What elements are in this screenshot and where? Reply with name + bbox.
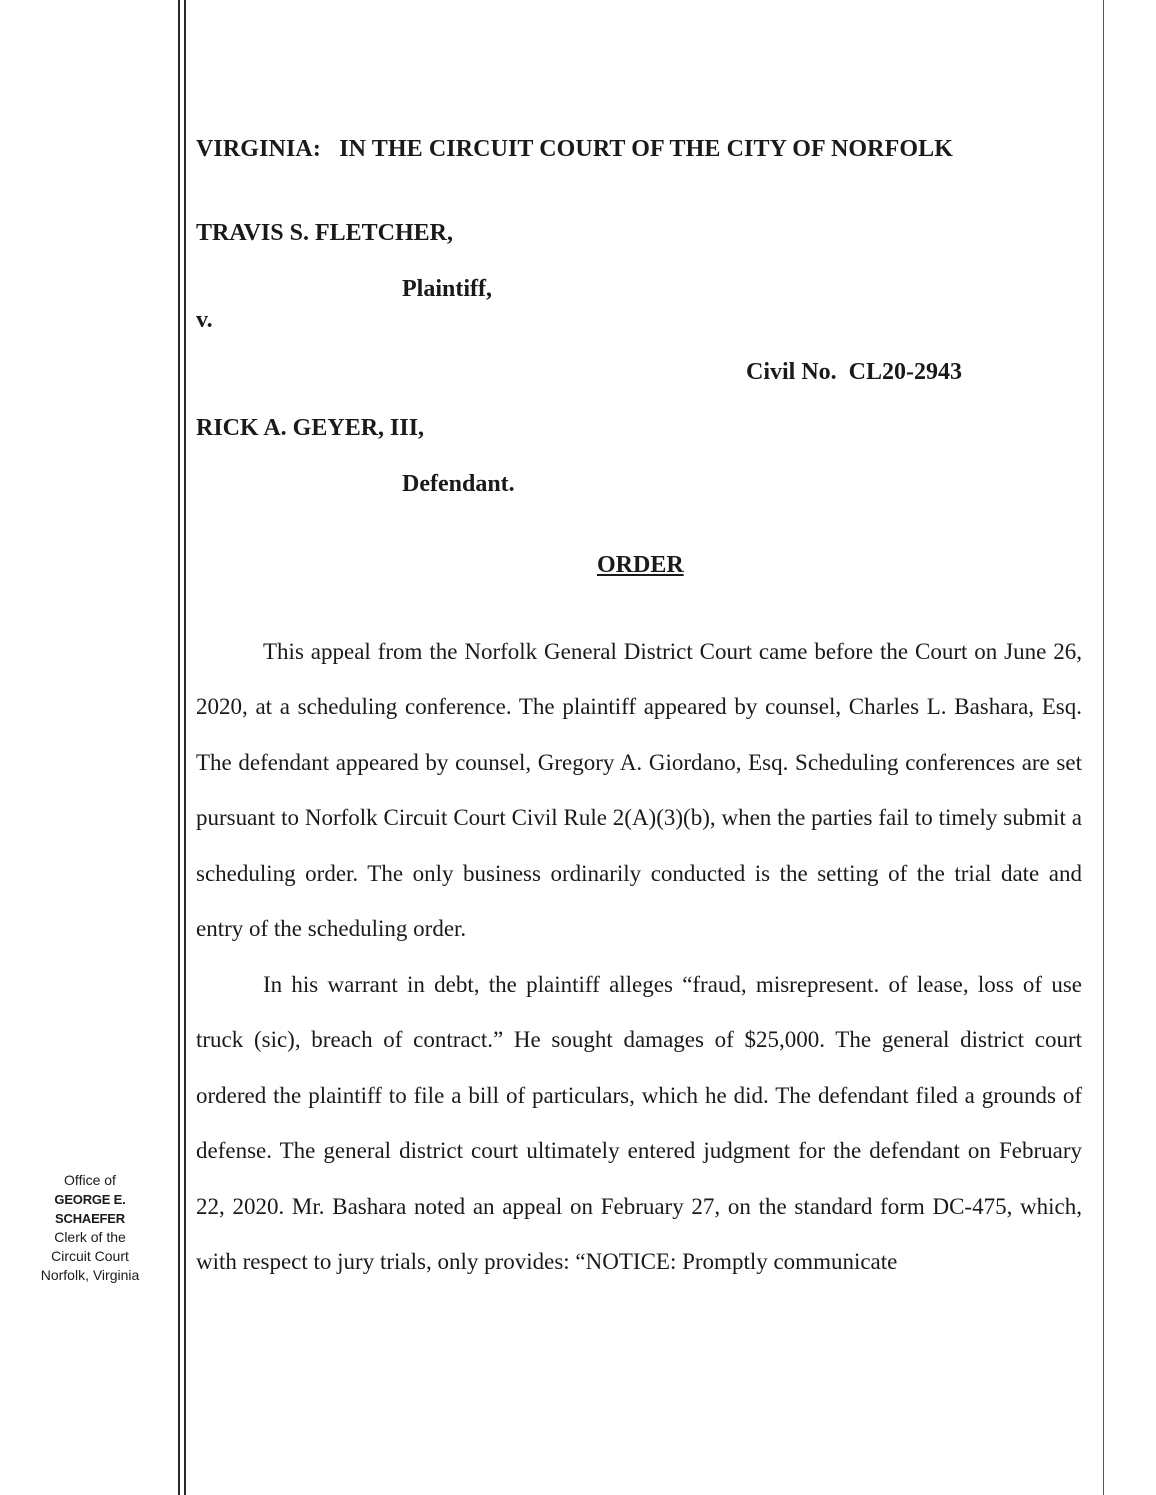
margin-rule-left-outer xyxy=(178,0,180,1495)
sidebar-line-clerk-name: GEORGE E. SCHAEFER xyxy=(54,1192,126,1226)
clerk-office-sidebar xyxy=(20,1171,160,1285)
defendant-role: Defendant. xyxy=(402,471,515,497)
paragraph-text: In his warrant in debt, the plaintiff alleges “fraud, misrepresent. of lease, loss of use truck (sic), breach of contract.” He sought damages of $25,000. The general district court ordered the plaintiff to file a bill of particulars, which he did. The defendant filed a grounds of defense. The general district court ultimately entered judgment for the defendant on February 22, 2020. Mr. Bashara noted an appeal on February 27, on the standard form DC-475, which, with respect to jury trials, only provides: “NOTICE: Promptly communicate xyxy=(196,972,1082,1275)
margin-rule-right xyxy=(1103,0,1104,1495)
body-paragraph xyxy=(196,957,1082,1289)
court-heading: VIRGINIA: IN THE CIRCUIT COURT OF THE CITY OF NORFOLK xyxy=(196,136,953,162)
sidebar-line-location: Norfolk, Virginia xyxy=(40,1267,140,1283)
margin-rule-left-inner xyxy=(184,0,186,1495)
document-title: ORDER xyxy=(597,552,684,578)
defendant-name: RICK A. GEYER, III, xyxy=(196,415,425,441)
civil-case-number: Civil No. CL20-2943 xyxy=(746,359,962,385)
sidebar-line-office: Office of xyxy=(64,1172,116,1188)
paragraph-text: This appeal from the Norfolk General District Court came before the Court on June 26, 2020, at a scheduling conference. The plaintiff appeared by counsel, Charles L. Bashara, Esq. The defendant appeared by counsel, Gregory A. Giordano, Esq. Scheduling conferences are set pursuant to Norfolk Circuit Court Civil Rule 2(A)(3)(b), when the parties fail to timely submit a scheduling order. The only business ordinarily conducted is the setting of the trial date and entry of the scheduling order. xyxy=(196,639,1082,942)
plaintiff-role: Plaintiff, xyxy=(402,276,492,302)
sidebar-line-court: Circuit Court xyxy=(51,1248,129,1264)
sidebar-line-clerk-title: Clerk of the xyxy=(54,1229,126,1245)
versus-label: v. xyxy=(196,307,213,333)
body-paragraph xyxy=(196,624,1082,956)
plaintiff-name: TRAVIS S. FLETCHER, xyxy=(196,220,453,246)
